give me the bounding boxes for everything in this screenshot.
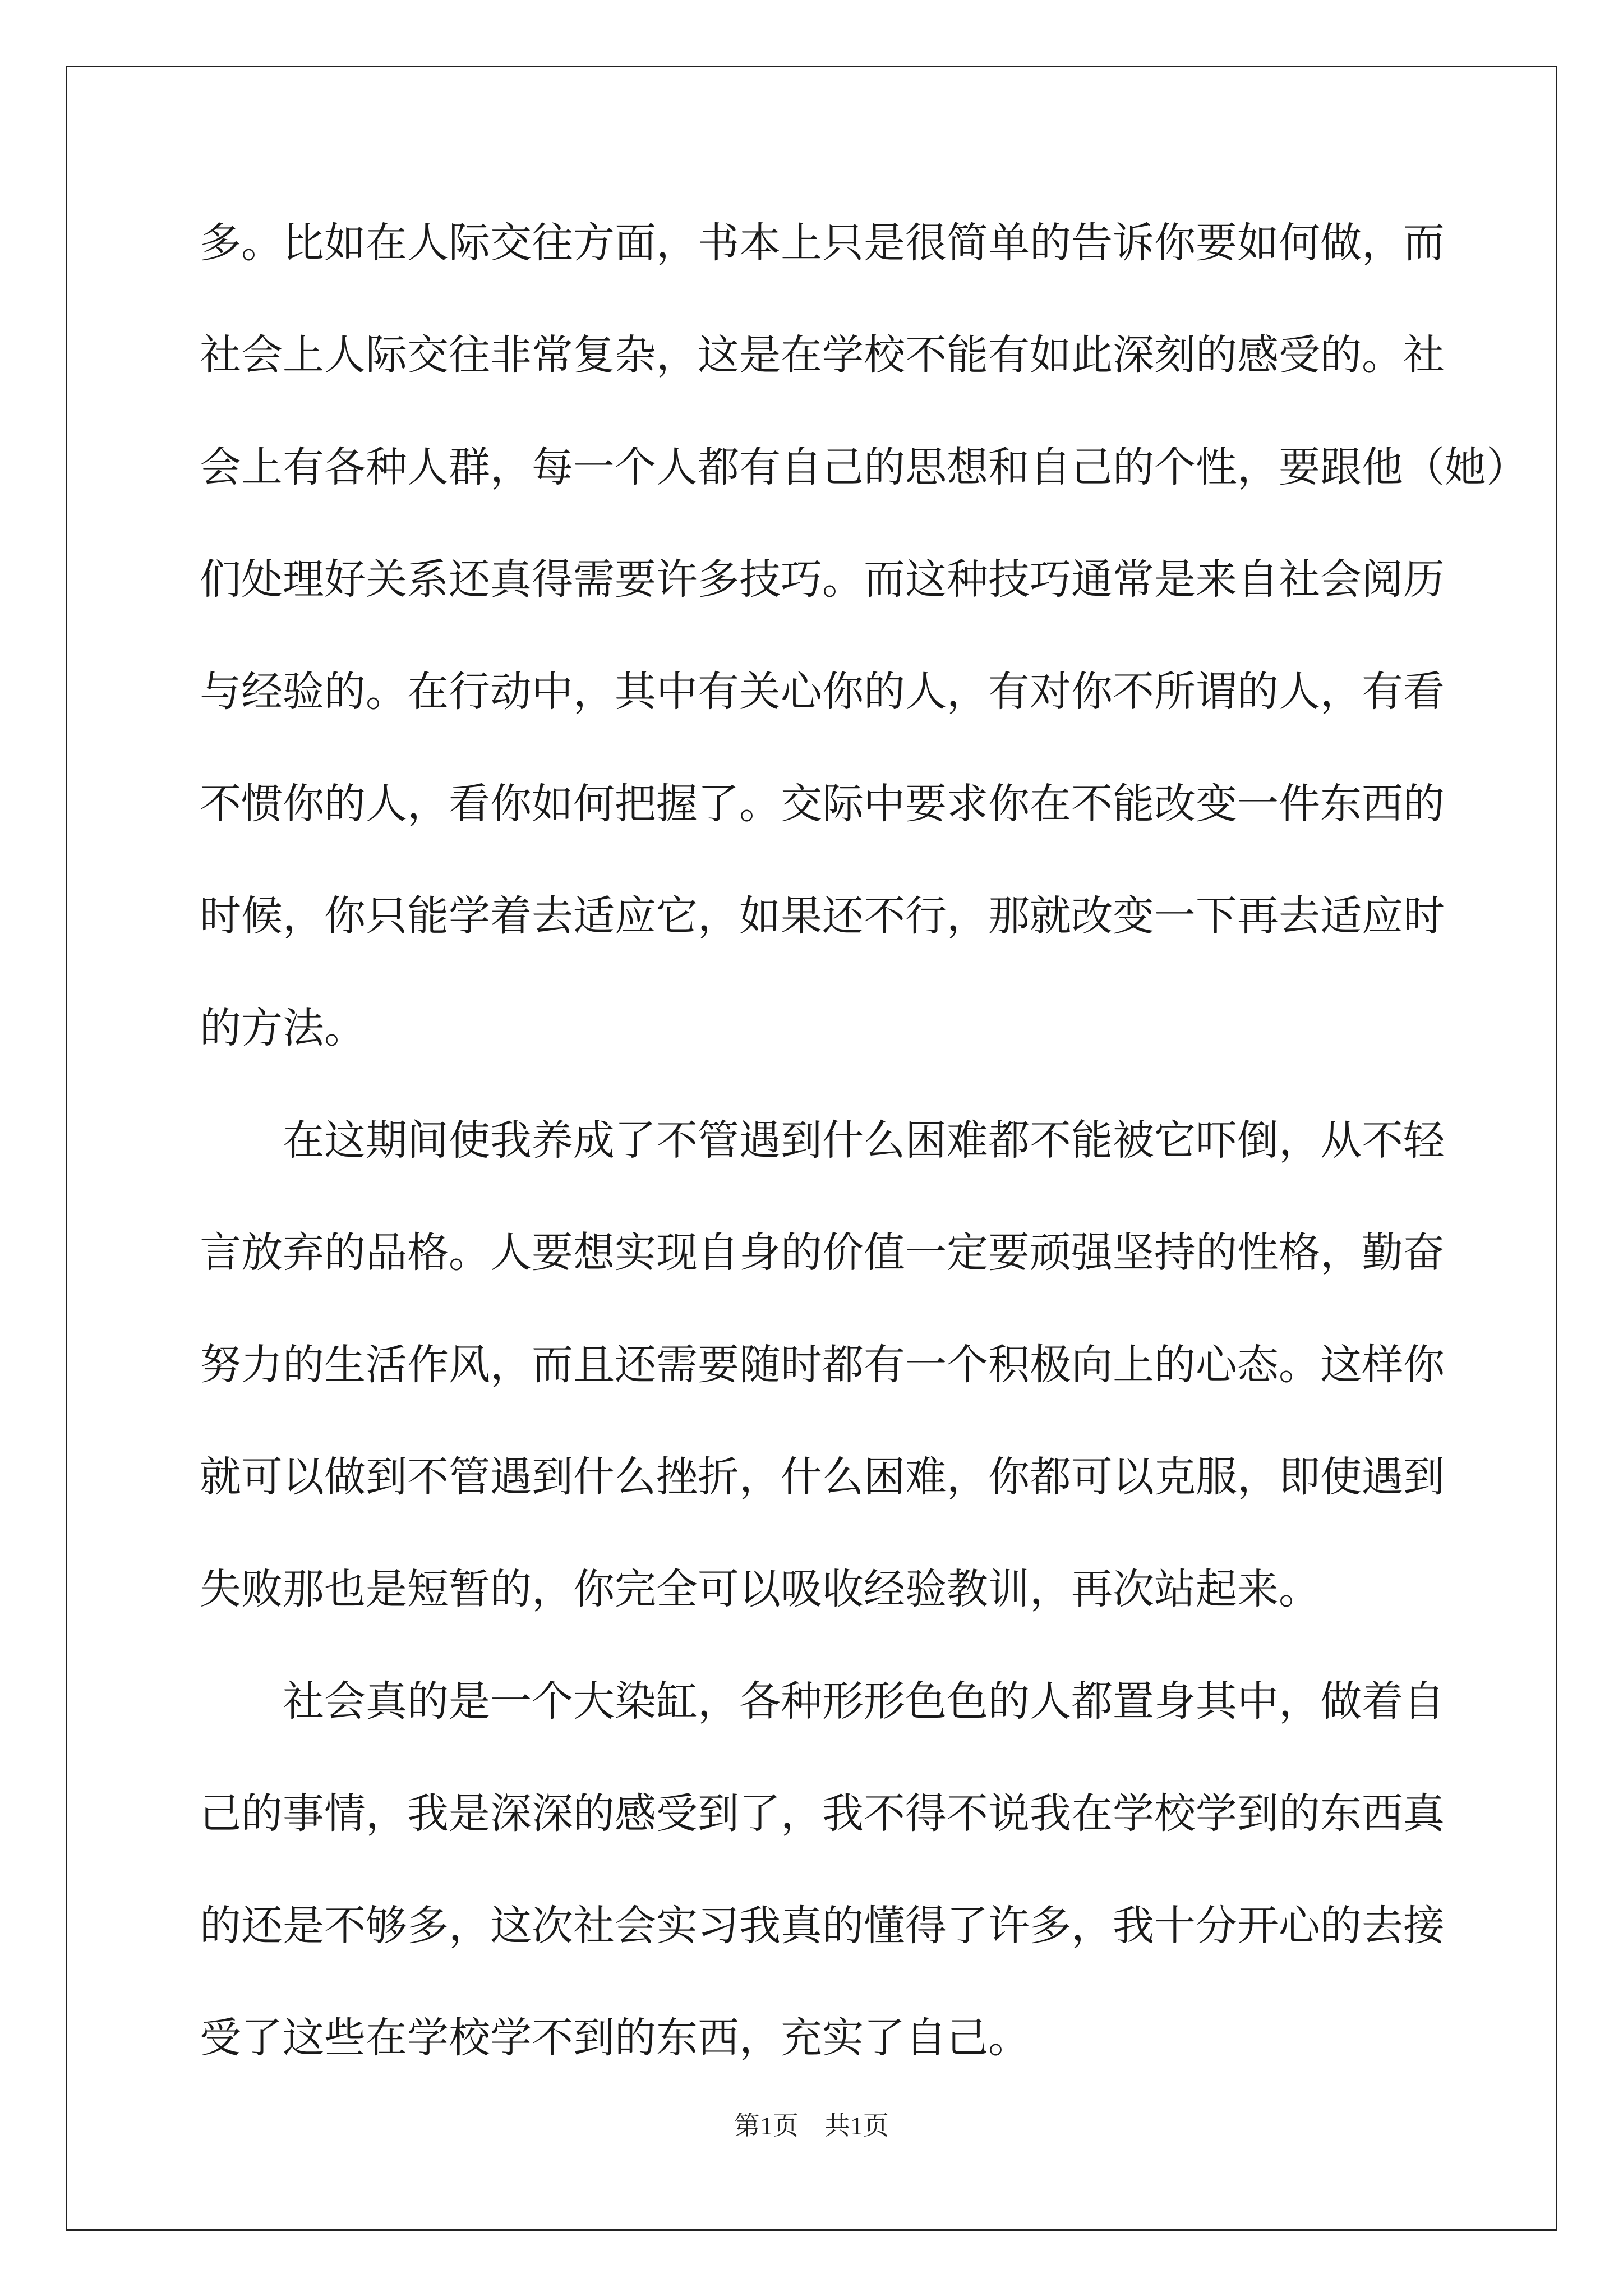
text-line: 与经验的。在行动中，其中有关心你的人，有对你不所谓的人，有看 (200, 668, 1445, 716)
paragraph-start-line: 在这期间使我养成了不管遇到什么困难都不能被它吓倒，从不轻 (283, 1116, 1445, 1165)
text-line: 不惯你的人，看你如何把握了。交际中要求你在不能改变一件东西的 (200, 780, 1445, 828)
page-footer: 第1页 共1页 (734, 2111, 889, 2140)
text-line: 言放弃的品格。人要想实现自身的价值一定要顽强坚持的性格，勤奋 (200, 1228, 1445, 1277)
text-line: 们处理好关系还真得需要许多技巧。而这种技巧通常是来自社会阅历 (200, 555, 1445, 604)
text-line: 失败那也是短暂的，你完全可以吸收经验教训，再次站起来。 (200, 1565, 1320, 1613)
text-line: 时候，你只能学着去适应它，如果还不行，那就改变一下再去适应时 (200, 892, 1445, 940)
text-line: 社会上人际交往非常复杂，这是在学校不能有如此深刻的感受的。社 (200, 331, 1445, 379)
text-line: 己的事情，我是深深的感受到了，我不得不说我在学校学到的东西真 (200, 1789, 1445, 1838)
document-body (200, 209, 1528, 2116)
text-line: 的还是不够多，这次社会实习我真的懂得了许多，我十分开心的去接 (200, 1902, 1445, 1950)
text-line: 多。比如在人际交往方面，书本上只是很简单的告诉你要如何做，而 (200, 219, 1445, 267)
text-line: 受了这些在学校学不到的东西，充实了自己。 (200, 2014, 1030, 2062)
text-line: 的方法。 (200, 1004, 366, 1052)
text-line: 会上有各种人群，每一个人都有自己的思想和自己的个性，要跟他（她） (200, 443, 1528, 491)
paragraph-start-line: 社会真的是一个大染缸，各种形形色色的人都置身其中，做着自 (283, 1677, 1445, 1726)
text-line: 努力的生活作风，而且还需要随时都有一个积极向上的心态。这样你 (200, 1341, 1445, 1389)
text-line: 就可以做到不管遇到什么挫折，什么困难，你都可以克服，即使遇到 (200, 1453, 1445, 1501)
